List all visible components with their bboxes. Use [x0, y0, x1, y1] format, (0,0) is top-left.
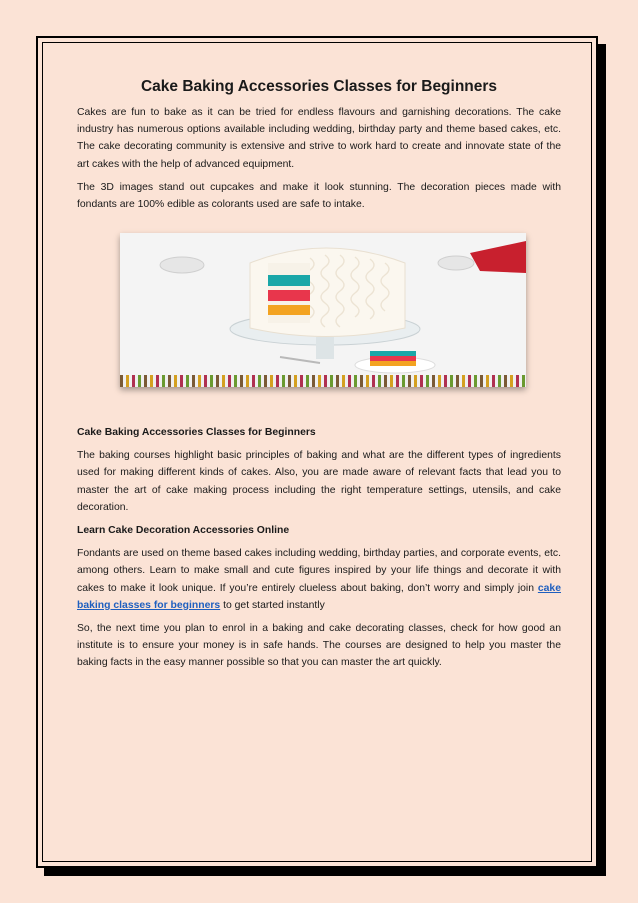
- section-paragraph-2: [77, 545, 561, 614]
- paragraph-text-before-link: Fondants are used on theme based cakes including wedding, birthday parties, and corporate events, etc. among others. Learn to make small and cute figures inspired by your life things and decorate it with cakes to make it look unique. If you’re entirely clueless about baking, don’t worry and simply join: [77, 548, 561, 594]
- intro-paragraph-2: The 3D images stand out cupcakes and make it look stunning. The decoration pieces made with fondants are 100% edible as colorants used are safe to intake.: [77, 181, 561, 211]
- cake-illustration: [120, 233, 526, 387]
- closing-paragraph: So, the next time you plan to enrol in a baking and cake decorating classes, check for how good an institute is to ensure your money is in safe hands. The courses are designed to help you master the baking facts in the easy manner possible so that you can master the art quickly.: [77, 623, 561, 669]
- cake-baking-classes-link[interactable]: cake baking classes for beginners: [77, 582, 561, 611]
- document-sections: [77, 424, 561, 678]
- section-heading-1: Cake Baking Accessories Classes for Beginners: [77, 427, 316, 438]
- border-shadow-bottom: [44, 868, 606, 876]
- page-title: Cake Baking Accessories Classes for Beginners: [140, 78, 498, 95]
- section-heading-2: Learn Cake Decoration Accessories Online: [77, 525, 290, 537]
- border-shadow-right: [598, 44, 606, 876]
- intro-paragraph-1: Cakes are fun to bake as it can be tried for endless flavours and garnishing decorations. The cake industry has numerous options available including wedding, birthday party and theme based cakes, etc. The cake decorating community is extensive and strive to work hard to create and innovate state of the art cakes with the help of advanced equipment.: [77, 107, 561, 170]
- cake-photo: [120, 233, 526, 387]
- document-content: [77, 76, 561, 219]
- section-paragraph-1: The baking courses highlight basic principles of baking and what are the different types of ingredients used for making different kinds of cakes. Also, you are made aware of relevant facts that lead you to master the art of cake making process including the right temperature settings, utensils, and cake decoration.: [77, 450, 561, 513]
- paragraph-text-after-link: to get started instantly: [220, 599, 325, 611]
- decorative-stripe-bar: [120, 375, 526, 387]
